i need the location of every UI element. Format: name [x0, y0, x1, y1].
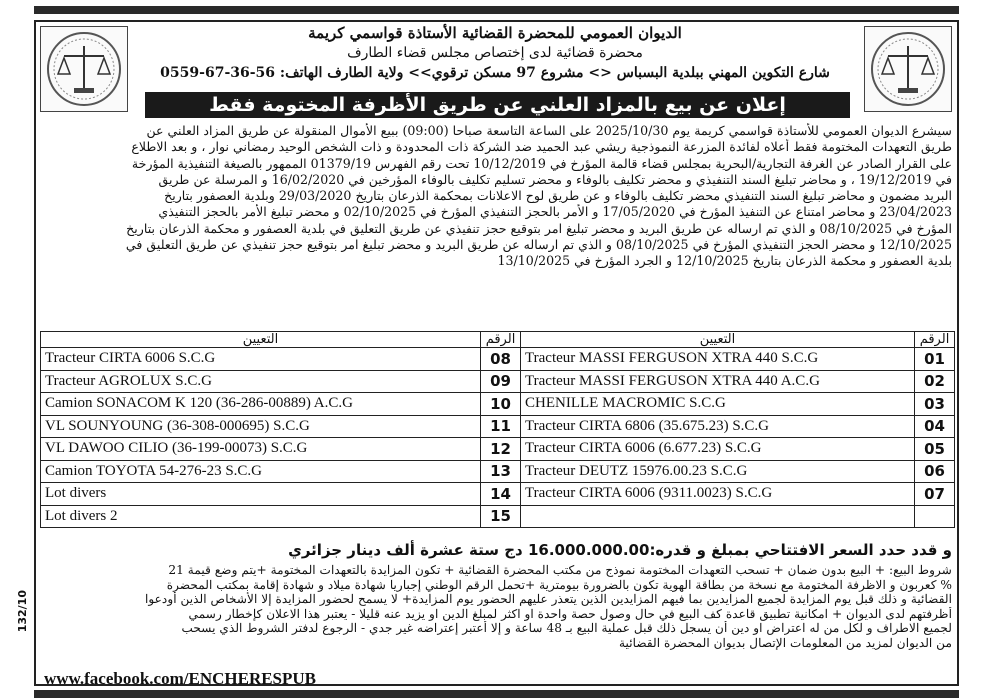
- item-number: 02: [915, 370, 955, 393]
- table-row: [41, 393, 955, 416]
- item-designation: Tracteur DEUTZ 15976.00.23 S.C.G: [521, 460, 915, 483]
- condition-line: لجميع الاطراف و لكل من له اعتراض او دين أن يسجل ذلك قبل عملية البيع بـ 48 ساعة و إلا أعتبر إعتراضه غير جدي - الرجوع لدفتر الشروط الذي يسحب: [181, 621, 952, 636]
- table-row: [41, 370, 955, 393]
- facebook-link[interactable]: www.facebook.com/ENCHERESPUB: [44, 669, 317, 688]
- justice-seal-left: [40, 26, 128, 112]
- condition-line: من الديوان لمزيد من المعلومات الإتصال بديوان المحضرة القضائية: [619, 635, 952, 650]
- item-number: 13: [481, 460, 521, 483]
- table-row: [41, 483, 955, 506]
- item-designation: CHENILLE MACROMIC S.C.G: [521, 393, 915, 416]
- item-designation: Camion TOYOTA 54-276-23 S.C.G: [41, 460, 481, 483]
- item-designation: Tracteur AGROLUX S.C.G: [41, 370, 481, 393]
- item-designation: Tracteur CIRTA 6006 (9311.0023) S.C.G: [521, 483, 915, 506]
- table-row: [41, 438, 955, 461]
- item-designation: Tracteur CIRTA 6806 (35.675.23) S.C.G: [521, 415, 915, 438]
- jurisdiction: محضرة قضائية لدى إختصاص مجلس قضاء الطارف: [347, 45, 643, 61]
- office-address: شارع التكوين المهني ببلدية البسباس <> مشروع 97 مسكن ترقوي>> ولاية الطارف الهاتف: 56-36-67-0559: [160, 65, 830, 81]
- table-row: [41, 505, 955, 528]
- item-number: 09: [481, 370, 521, 393]
- body-line: في 19/12/2019 ، و محاضر تبليغ السند التنفيذي و محضر تكليف بالوفاء و محضر تسليم تكليف بالوفاء المؤرخين في 16/02/2020 و المرسلة عن طريق: [158, 171, 952, 187]
- body-line: طريق التعهدات المختومة فقط أعلاه لفائدة المزرعة النموذجية ريشي عبد الحميد ضد الشركة ذات المحدودة و ذات الشخص الوحيد رمضاني نوار ، و بعد الاطلاع: [131, 139, 952, 155]
- body-line: سيشرع الديوان العمومي للأستاذة قواسمي كريمة يوم 2025/10/30 على الساعة التاسعة صباحا (09:00) ببيع الأموال المنقولة عن طريق المزاد العلني عن: [146, 123, 952, 138]
- table-row: [41, 348, 955, 371]
- notice-title: إعلان عن بيع بالمزاد العلني عن طريق الأظرفة المختومة فقط: [145, 92, 850, 118]
- column-header-number: الرقم: [481, 332, 521, 348]
- item-designation: Tracteur CIRTA 6006 (6.677.23) S.C.G: [521, 438, 915, 461]
- item-number: 07: [915, 483, 955, 506]
- item-number: 15: [481, 505, 521, 528]
- column-header-designation: التعيين: [41, 332, 481, 348]
- item-designation: Tracteur CIRTA 6006 S.C.G: [41, 348, 481, 371]
- column-header-number: الرقم: [915, 332, 955, 348]
- reference-number: 132/10: [16, 590, 29, 633]
- body-line: البريد مضمون و محاضر تبليغ السند التنفيذي محضر تكليف بالوفاء و عن طريق لوح الاعلانات بمحكمة الذرعان بتاريخ 29/03/2020 وبلدية العصفور بتاريخ: [164, 188, 952, 204]
- column-header-designation: التعيين: [521, 332, 915, 348]
- items-table: [40, 331, 955, 528]
- item-designation: Lot divers: [41, 483, 481, 506]
- item-number: 01: [915, 348, 955, 371]
- body-line: المؤرخ في 08/10/2025 و الذي تم ارساله عن طريق البريد و محضر تبليغ امر بتوقيع حجز تنفيذي عن طريق التعليق في بلدية العصفور و محكمة الذرعان بتاريخ: [126, 220, 952, 236]
- bottom-rule: [34, 690, 959, 698]
- item-designation: Tracteur MASSI FERGUSON XTRA 440 A.C.G: [521, 370, 915, 393]
- top-rule: [34, 6, 959, 14]
- opening-price: و قدد حدد السعر الافتتاحي بمبلغ و قدره:16.000.000.00 دج ستة عشرة ألف دينار جزائري: [288, 541, 952, 559]
- item-number: 05: [915, 438, 955, 461]
- item-designation: [521, 505, 915, 528]
- item-number: 14: [481, 483, 521, 506]
- item-number: 08: [481, 348, 521, 371]
- item-number: 04: [915, 415, 955, 438]
- justice-seal-right: [864, 26, 952, 112]
- item-designation: Camion SONACOM K 120 (36-286-00889) A.C.G: [41, 393, 481, 416]
- table-row: [41, 415, 955, 438]
- table-header-row: [41, 332, 955, 348]
- office-name: الديوان العمومي للمحضرة القضائية الأستاذة قواسمي كريمة: [308, 24, 682, 42]
- item-number: 06: [915, 460, 955, 483]
- body-line: على القرار الصادر عن الغرفة التجارية/البحرية بمجلس قضاء قالمة المؤرخ في 10/12/2019 تحت رقم الفهرس 01379/19 الممهور بالصيغة التنفيذية المؤرخة: [131, 155, 952, 171]
- condition-line: شروط البيع: + البيع بدون ضمان + تسحب التعهدات المختومة نموذج من مكتب المحضرة القضائية + تكون المزايدة بالتعهدات المختومة +يتم وضع قيمة 21: [168, 563, 952, 577]
- item-designation: VL DAWOO CILIO (36-199-00073) S.C.G: [41, 438, 481, 461]
- scales-of-justice-icon: [868, 30, 948, 108]
- item-designation: VL SOUNYOUNG (36-308-000695) S.C.G: [41, 415, 481, 438]
- item-number: 12: [481, 438, 521, 461]
- item-number: [915, 505, 955, 528]
- condition-line: أظرفتهم لدى الديوان + امكانية تطبيق قاعدة كف البيع في حال وصول حصة واحدة او اكثر لمبلغ الدين او يزيد عنه قليلا - يعتبر هذا الاعلان كإخطار رسمي: [188, 606, 952, 621]
- item-number: 11: [481, 415, 521, 438]
- condition-line: القضائية و ذلك قبل يوم المزايدة لجميع المزايدين بما فيهم المزايدين الذين يتعذر عليهم الحضور يوم المزايدة+ لا يسمح لحضور المزايدة إلا الأشخاص الذين أودعوا: [144, 592, 952, 607]
- notice-body: [40, 123, 952, 270]
- item-designation: Lot divers 2: [41, 505, 481, 528]
- body-line: 12/10/2025 و محضر الحجز التنفيذي المؤرخ في 08/10/2025 و الذي تم ارساله عن طريق البريد و محضر تبليغ امر بتوقيع حجز تنفيذي عن طريق التعليق في: [125, 237, 952, 253]
- item-designation: Tracteur MASSI FERGUSON XTRA 440 S.C.G: [521, 348, 915, 371]
- body-line: بلدية العصفور و محكمة الذرعان بتاريخ 12/10/2025 و الجرد المؤرخ في 13/10/2025: [497, 253, 952, 269]
- body-line: 23/04/2023 و محاضر امتناع عن التنفيذ المؤرخ في 17/05/2020 و الأمر بالحجز التنفيذي المؤرخ في 02/10/2025 و محضر تبليغ الأمر بالحجز التنفيذي: [158, 204, 952, 220]
- item-number: 10: [481, 393, 521, 416]
- item-number: 03: [915, 393, 955, 416]
- scales-of-justice-icon: [44, 30, 124, 108]
- sale-conditions: [40, 563, 952, 651]
- table-row: [41, 460, 955, 483]
- condition-line: % كعربون و الاظرفة المختومة مع نسخة من بطاقة الهوية تكون بالضرورة بيومترية +تحمل الرقم الوطني إجباريا شهادة ميلاد و شهادة إقامة بمكتب المحضرة: [166, 577, 952, 592]
